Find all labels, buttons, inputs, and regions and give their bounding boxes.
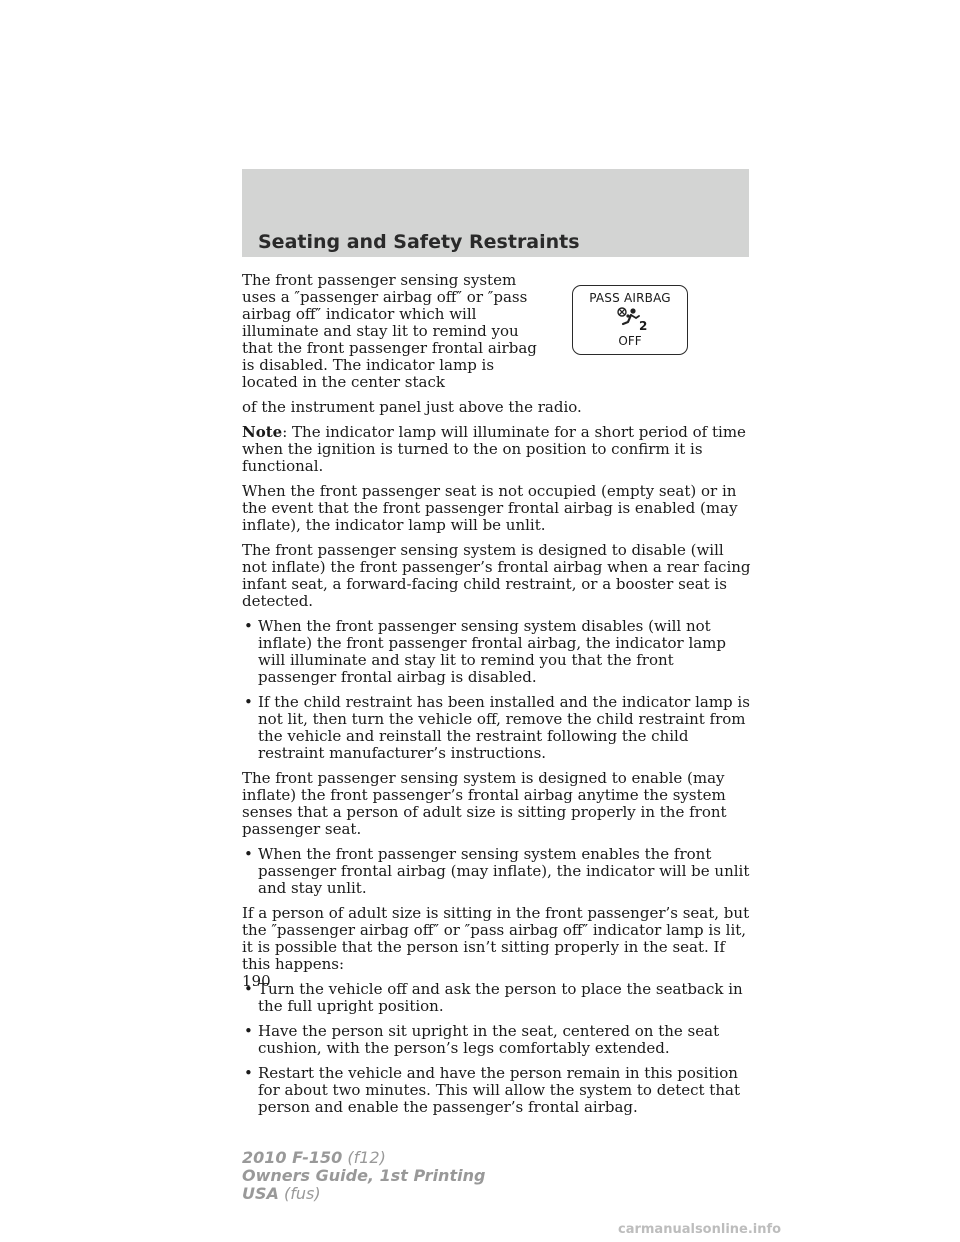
paragraph: When the front passenger seat is not occupied (empty seat) or in the event that the front passenger frontal airbag is enabled (may inflate), the indicator lamp will be unlit.	[242, 482, 738, 534]
footer-guide: Owners Guide, 1st Printing	[242, 1166, 486, 1185]
bullet-list-fix	[242, 981, 752, 1116]
list-item: • Have the person sit upright in the seat, centered on the seat cushion, with the person’s legs comfortably extended.	[242, 1023, 752, 1057]
indicator-number: 2	[639, 319, 648, 333]
bullet-list-disable	[242, 618, 752, 762]
section-header-bar	[242, 169, 749, 257]
intro-block	[242, 272, 752, 416]
paragraph: If a person of adult size is sitting in the front passenger’s seat, but the ″passenger airbag off″ or ″pass airbag off″ indicator lamp is lit, it is possible that the person isn’t sitting properly in the seat. If this happens:	[242, 904, 750, 973]
print-footer	[242, 1149, 485, 1203]
footer-model: 2010 F-150	[242, 1148, 343, 1167]
bullet-list-enable	[242, 846, 752, 897]
paragraph: The front passenger sensing system is designed to enable (may inflate) the front passenger’s frontal airbag anytime the system senses that a person of adult size is sitting properly in the front passenger seat.	[242, 769, 727, 838]
page-content	[242, 272, 752, 1124]
page-number: 190	[242, 972, 271, 990]
intro-paragraph: The front passenger sensing system uses a ″passenger airbag off″ or ″pass airbag off″ indicator which will illuminate and stay lit to remind you that the front passenger frontal airbag is disabled. The indicator lamp is located in the center stack	[242, 271, 537, 391]
list-item: • When the front passenger sensing system enables the front passenger frontal airbag (may inflate), the indicator will be unlit and stay unlit.	[242, 846, 752, 897]
note-paragraph	[242, 424, 752, 475]
watermark: carmanualsonline.info	[618, 1222, 782, 1237]
list-item: • Restart the vehicle and have the person remain in this position for about two minutes. This will allow the system to detect that person and enable the passenger’s frontal airbag.	[242, 1065, 752, 1116]
indicator-top-text: PASS AIRBAG	[589, 291, 671, 305]
footer-market: USA	[242, 1184, 279, 1203]
paragraph: The front passenger sensing system is designed to disable (will not inflate) the front passenger’s frontal airbag when a rear facing infant seat, a forward-facing child restraint, or a booster seat is detected.	[242, 541, 751, 610]
intro-paragraph-tail: of the instrument panel just above the radio.	[242, 398, 582, 416]
section-title: Seating and Safety Restraints	[258, 231, 580, 253]
footer-model-code: (f12)	[347, 1148, 386, 1167]
list-item: • Turn the vehicle off and ask the person to place the seatback in the full upright position.	[242, 981, 752, 1015]
note-label: Note	[242, 423, 283, 441]
list-item: • If the child restraint has been installed and the indicator lamp is not lit, then turn the vehicle off, remove the child restraint from the vehicle and reinstall the restraint following the child restraint manufacturer’s instructions.	[242, 694, 752, 762]
note-text: : The indicator lamp will illuminate for a short period of time when the ignition is turned to the on position to confirm it is functional.	[242, 423, 746, 475]
footer-market-code: (fus)	[284, 1184, 321, 1203]
list-item: • When the front passenger sensing system disables (will not inflate) the front passenger frontal airbag, the indicator lamp will illuminate and stay lit to remind you that the front passenger frontal airbag is disabled.	[242, 618, 752, 686]
indicator-bottom-text: OFF	[618, 334, 642, 348]
